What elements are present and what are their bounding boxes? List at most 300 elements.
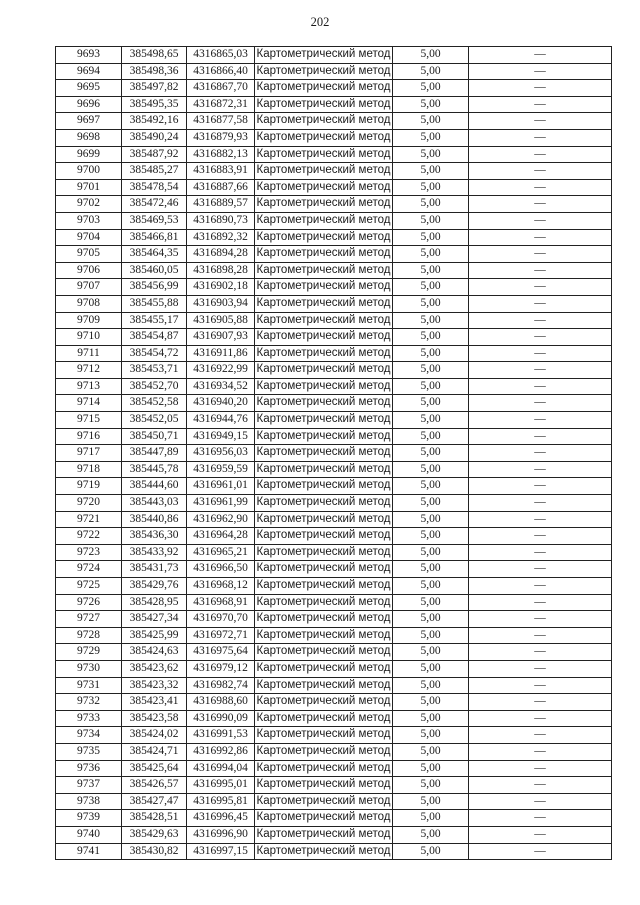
table-row <box>56 129 612 146</box>
x-coordinate-cell: 385498,65 <box>122 47 187 64</box>
y-coordinate-cell: 4316865,03 <box>187 47 255 64</box>
y-coordinate-cell: 4316970,70 <box>187 611 255 628</box>
x-coordinate-cell: 385490,24 <box>122 129 187 146</box>
x-coordinate-cell: 385469,53 <box>122 212 187 229</box>
accuracy-cell: 5,00 <box>393 212 469 229</box>
y-coordinate-cell: 4316996,90 <box>187 826 255 843</box>
table-row <box>56 362 612 379</box>
table-row <box>56 843 612 860</box>
description-cell: — <box>469 96 612 113</box>
description-cell: — <box>469 511 612 528</box>
accuracy-cell: 5,00 <box>393 594 469 611</box>
method-cell: Картометрический метод <box>255 677 393 694</box>
accuracy-cell: 5,00 <box>393 378 469 395</box>
x-coordinate-cell: 385433,92 <box>122 544 187 561</box>
point-number-cell: 9709 <box>56 312 122 329</box>
y-coordinate-cell: 4316961,01 <box>187 478 255 495</box>
x-coordinate-cell: 385498,36 <box>122 63 187 80</box>
method-cell: Картометрический метод <box>255 461 393 478</box>
description-cell: — <box>469 378 612 395</box>
x-coordinate-cell: 385456,99 <box>122 279 187 296</box>
point-number-cell: 9716 <box>56 428 122 445</box>
table-row <box>56 96 612 113</box>
table-row <box>56 694 612 711</box>
table-row <box>56 412 612 429</box>
x-coordinate-cell: 385445,78 <box>122 461 187 478</box>
accuracy-cell: 5,00 <box>393 262 469 279</box>
x-coordinate-cell: 385487,92 <box>122 146 187 163</box>
x-coordinate-cell: 385460,05 <box>122 262 187 279</box>
table-row <box>56 544 612 561</box>
x-coordinate-cell: 385444,60 <box>122 478 187 495</box>
x-coordinate-cell: 385495,35 <box>122 96 187 113</box>
point-number-cell: 9714 <box>56 395 122 412</box>
description-cell: — <box>469 495 612 512</box>
x-coordinate-cell: 385453,71 <box>122 362 187 379</box>
y-coordinate-cell: 4316996,45 <box>187 810 255 827</box>
method-cell: Картометрический метод <box>255 777 393 794</box>
x-coordinate-cell: 385423,41 <box>122 694 187 711</box>
y-coordinate-cell: 4316982,74 <box>187 677 255 694</box>
y-coordinate-cell: 4316968,12 <box>187 578 255 595</box>
description-cell: — <box>469 760 612 777</box>
y-coordinate-cell: 4316995,01 <box>187 777 255 794</box>
table-row <box>56 179 612 196</box>
table-row <box>56 345 612 362</box>
accuracy-cell: 5,00 <box>393 129 469 146</box>
description-cell: — <box>469 644 612 661</box>
point-number-cell: 9727 <box>56 611 122 628</box>
accuracy-cell: 5,00 <box>393 743 469 760</box>
x-coordinate-cell: 385464,35 <box>122 246 187 263</box>
description-cell: — <box>469 677 612 694</box>
table-row <box>56 677 612 694</box>
x-coordinate-cell: 385455,17 <box>122 312 187 329</box>
coordinates-table <box>55 46 612 860</box>
table-row <box>56 594 612 611</box>
y-coordinate-cell: 4316882,13 <box>187 146 255 163</box>
method-cell: Картометрический метод <box>255 196 393 213</box>
y-coordinate-cell: 4316966,50 <box>187 561 255 578</box>
table-row <box>56 113 612 130</box>
description-cell: — <box>469 660 612 677</box>
y-coordinate-cell: 4316964,28 <box>187 528 255 545</box>
table-row <box>56 760 612 777</box>
table-row <box>56 777 612 794</box>
y-coordinate-cell: 4316903,94 <box>187 295 255 312</box>
point-number-cell: 9733 <box>56 710 122 727</box>
y-coordinate-cell: 4316990,09 <box>187 710 255 727</box>
table-row <box>56 710 612 727</box>
y-coordinate-cell: 4316997,15 <box>187 843 255 860</box>
description-cell: — <box>469 694 612 711</box>
point-number-cell: 9717 <box>56 445 122 462</box>
point-number-cell: 9721 <box>56 511 122 528</box>
y-coordinate-cell: 4316905,88 <box>187 312 255 329</box>
accuracy-cell: 5,00 <box>393 578 469 595</box>
method-cell: Картометрический метод <box>255 561 393 578</box>
accuracy-cell: 5,00 <box>393 544 469 561</box>
method-cell: Картометрический метод <box>255 329 393 346</box>
description-cell: — <box>469 345 612 362</box>
description-cell: — <box>469 163 612 180</box>
y-coordinate-cell: 4316902,18 <box>187 279 255 296</box>
point-number-cell: 9738 <box>56 793 122 810</box>
description-cell: — <box>469 578 612 595</box>
y-coordinate-cell: 4316872,31 <box>187 96 255 113</box>
table-row <box>56 47 612 64</box>
accuracy-cell: 5,00 <box>393 810 469 827</box>
method-cell: Картометрический метод <box>255 495 393 512</box>
method-cell: Картометрический метод <box>255 362 393 379</box>
point-number-cell: 9707 <box>56 279 122 296</box>
point-number-cell: 9704 <box>56 229 122 246</box>
description-cell: — <box>469 395 612 412</box>
description-cell: — <box>469 63 612 80</box>
accuracy-cell: 5,00 <box>393 445 469 462</box>
description-cell: — <box>469 743 612 760</box>
x-coordinate-cell: 385431,73 <box>122 561 187 578</box>
table-row <box>56 478 612 495</box>
y-coordinate-cell: 4316887,66 <box>187 179 255 196</box>
x-coordinate-cell: 385424,63 <box>122 644 187 661</box>
accuracy-cell: 5,00 <box>393 395 469 412</box>
method-cell: Картометрический метод <box>255 378 393 395</box>
x-coordinate-cell: 385425,64 <box>122 760 187 777</box>
accuracy-cell: 5,00 <box>393 461 469 478</box>
y-coordinate-cell: 4316934,52 <box>187 378 255 395</box>
table-row <box>56 212 612 229</box>
description-cell: — <box>469 47 612 64</box>
point-number-cell: 9736 <box>56 760 122 777</box>
point-number-cell: 9693 <box>56 47 122 64</box>
x-coordinate-cell: 385466,81 <box>122 229 187 246</box>
point-number-cell: 9705 <box>56 246 122 263</box>
accuracy-cell: 5,00 <box>393 777 469 794</box>
y-coordinate-cell: 4316922,99 <box>187 362 255 379</box>
y-coordinate-cell: 4316972,71 <box>187 627 255 644</box>
description-cell: — <box>469 196 612 213</box>
method-cell: Картометрический метод <box>255 80 393 97</box>
description-cell: — <box>469 594 612 611</box>
x-coordinate-cell: 385492,16 <box>122 113 187 130</box>
point-number-cell: 9695 <box>56 80 122 97</box>
description-cell: — <box>469 627 612 644</box>
accuracy-cell: 5,00 <box>393 362 469 379</box>
table-row <box>56 196 612 213</box>
table-row <box>56 810 612 827</box>
method-cell: Картометрический метод <box>255 644 393 661</box>
point-number-cell: 9724 <box>56 561 122 578</box>
y-coordinate-cell: 4316959,59 <box>187 461 255 478</box>
point-number-cell: 9739 <box>56 810 122 827</box>
accuracy-cell: 5,00 <box>393 246 469 263</box>
y-coordinate-cell: 4316879,93 <box>187 129 255 146</box>
y-coordinate-cell: 4316992,86 <box>187 743 255 760</box>
point-number-cell: 9696 <box>56 96 122 113</box>
y-coordinate-cell: 4316892,32 <box>187 229 255 246</box>
y-coordinate-cell: 4316949,15 <box>187 428 255 445</box>
table-row <box>56 329 612 346</box>
accuracy-cell: 5,00 <box>393 660 469 677</box>
table-row <box>56 428 612 445</box>
method-cell: Картометрический метод <box>255 793 393 810</box>
accuracy-cell: 5,00 <box>393 80 469 97</box>
point-number-cell: 9728 <box>56 627 122 644</box>
y-coordinate-cell: 4316962,90 <box>187 511 255 528</box>
description-cell: — <box>469 412 612 429</box>
method-cell: Картометрический метод <box>255 179 393 196</box>
description-cell: — <box>469 777 612 794</box>
accuracy-cell: 5,00 <box>393 96 469 113</box>
description-cell: — <box>469 727 612 744</box>
table-row <box>56 727 612 744</box>
x-coordinate-cell: 385454,72 <box>122 345 187 362</box>
x-coordinate-cell: 385443,03 <box>122 495 187 512</box>
point-number-cell: 9699 <box>56 146 122 163</box>
x-coordinate-cell: 385454,87 <box>122 329 187 346</box>
table-row <box>56 743 612 760</box>
method-cell: Картометрический метод <box>255 246 393 263</box>
method-cell: Картометрический метод <box>255 345 393 362</box>
y-coordinate-cell: 4316988,60 <box>187 694 255 711</box>
accuracy-cell: 5,00 <box>393 561 469 578</box>
table-row <box>56 461 612 478</box>
x-coordinate-cell: 385425,99 <box>122 627 187 644</box>
x-coordinate-cell: 385423,32 <box>122 677 187 694</box>
y-coordinate-cell: 4316898,28 <box>187 262 255 279</box>
y-coordinate-cell: 4316975,64 <box>187 644 255 661</box>
table-row <box>56 312 612 329</box>
x-coordinate-cell: 385424,02 <box>122 727 187 744</box>
accuracy-cell: 5,00 <box>393 511 469 528</box>
point-number-cell: 9713 <box>56 378 122 395</box>
method-cell: Картометрический метод <box>255 163 393 180</box>
method-cell: Картометрический метод <box>255 743 393 760</box>
x-coordinate-cell: 385497,82 <box>122 80 187 97</box>
method-cell: Картометрический метод <box>255 544 393 561</box>
y-coordinate-cell: 4316994,04 <box>187 760 255 777</box>
table-row <box>56 80 612 97</box>
description-cell: — <box>469 611 612 628</box>
point-number-cell: 9729 <box>56 644 122 661</box>
description-cell: — <box>469 262 612 279</box>
method-cell: Картометрический метод <box>255 312 393 329</box>
x-coordinate-cell: 385452,58 <box>122 395 187 412</box>
method-cell: Картометрический метод <box>255 428 393 445</box>
point-number-cell: 9711 <box>56 345 122 362</box>
method-cell: Картометрический метод <box>255 627 393 644</box>
table-row <box>56 660 612 677</box>
x-coordinate-cell: 385455,88 <box>122 295 187 312</box>
description-cell: — <box>469 329 612 346</box>
y-coordinate-cell: 4316894,28 <box>187 246 255 263</box>
description-cell: — <box>469 826 612 843</box>
table-row <box>56 279 612 296</box>
point-number-cell: 9734 <box>56 727 122 744</box>
y-coordinate-cell: 4316911,86 <box>187 345 255 362</box>
description-cell: — <box>469 528 612 545</box>
y-coordinate-cell: 4316968,91 <box>187 594 255 611</box>
table-row <box>56 445 612 462</box>
description-cell: — <box>469 129 612 146</box>
y-coordinate-cell: 4316890,73 <box>187 212 255 229</box>
y-coordinate-cell: 4316907,93 <box>187 329 255 346</box>
point-number-cell: 9710 <box>56 329 122 346</box>
method-cell: Картометрический метод <box>255 710 393 727</box>
accuracy-cell: 5,00 <box>393 196 469 213</box>
description-cell: — <box>469 710 612 727</box>
method-cell: Картометрический метод <box>255 511 393 528</box>
accuracy-cell: 5,00 <box>393 329 469 346</box>
y-coordinate-cell: 4316944,76 <box>187 412 255 429</box>
description-cell: — <box>469 179 612 196</box>
x-coordinate-cell: 385436,30 <box>122 528 187 545</box>
point-number-cell: 9735 <box>56 743 122 760</box>
accuracy-cell: 5,00 <box>393 528 469 545</box>
description-cell: — <box>469 843 612 860</box>
point-number-cell: 9694 <box>56 63 122 80</box>
x-coordinate-cell: 385426,57 <box>122 777 187 794</box>
method-cell: Картометрический метод <box>255 445 393 462</box>
point-number-cell: 9698 <box>56 129 122 146</box>
y-coordinate-cell: 4316889,57 <box>187 196 255 213</box>
point-number-cell: 9708 <box>56 295 122 312</box>
y-coordinate-cell: 4316979,12 <box>187 660 255 677</box>
x-coordinate-cell: 385429,63 <box>122 826 187 843</box>
description-cell: — <box>469 113 612 130</box>
method-cell: Картометрический метод <box>255 660 393 677</box>
point-number-cell: 9702 <box>56 196 122 213</box>
description-cell: — <box>469 295 612 312</box>
x-coordinate-cell: 385452,05 <box>122 412 187 429</box>
point-number-cell: 9700 <box>56 163 122 180</box>
method-cell: Картометрический метод <box>255 810 393 827</box>
table-row <box>56 229 612 246</box>
table-row <box>56 511 612 528</box>
x-coordinate-cell: 385452,70 <box>122 378 187 395</box>
accuracy-cell: 5,00 <box>393 63 469 80</box>
accuracy-cell: 5,00 <box>393 412 469 429</box>
method-cell: Картометрический метод <box>255 395 393 412</box>
accuracy-cell: 5,00 <box>393 146 469 163</box>
x-coordinate-cell: 385423,58 <box>122 710 187 727</box>
table-row <box>56 627 612 644</box>
accuracy-cell: 5,00 <box>393 345 469 362</box>
y-coordinate-cell: 4316940,20 <box>187 395 255 412</box>
point-number-cell: 9726 <box>56 594 122 611</box>
table-row <box>56 826 612 843</box>
table-row <box>56 146 612 163</box>
point-number-cell: 9720 <box>56 495 122 512</box>
method-cell: Картометрический метод <box>255 212 393 229</box>
method-cell: Картометрический метод <box>255 129 393 146</box>
x-coordinate-cell: 385427,34 <box>122 611 187 628</box>
point-number-cell: 9703 <box>56 212 122 229</box>
point-number-cell: 9706 <box>56 262 122 279</box>
description-cell: — <box>469 561 612 578</box>
accuracy-cell: 5,00 <box>393 428 469 445</box>
x-coordinate-cell: 385478,54 <box>122 179 187 196</box>
accuracy-cell: 5,00 <box>393 843 469 860</box>
table-row <box>56 262 612 279</box>
y-coordinate-cell: 4316866,40 <box>187 63 255 80</box>
description-cell: — <box>469 146 612 163</box>
table-row <box>56 63 612 80</box>
method-cell: Картометрический метод <box>255 229 393 246</box>
table-row <box>56 378 612 395</box>
method-cell: Картометрический метод <box>255 611 393 628</box>
point-number-cell: 9722 <box>56 528 122 545</box>
x-coordinate-cell: 385427,47 <box>122 793 187 810</box>
table-row <box>56 578 612 595</box>
y-coordinate-cell: 4316867,70 <box>187 80 255 97</box>
table-row <box>56 246 612 263</box>
description-cell: — <box>469 428 612 445</box>
method-cell: Картометрический метод <box>255 63 393 80</box>
method-cell: Картометрический метод <box>255 760 393 777</box>
description-cell: — <box>469 279 612 296</box>
table-row <box>56 561 612 578</box>
table-row <box>56 528 612 545</box>
table-row <box>56 495 612 512</box>
method-cell: Картометрический метод <box>255 843 393 860</box>
table-row <box>56 163 612 180</box>
point-number-cell: 9737 <box>56 777 122 794</box>
method-cell: Картометрический метод <box>255 295 393 312</box>
accuracy-cell: 5,00 <box>393 826 469 843</box>
x-coordinate-cell: 385472,46 <box>122 196 187 213</box>
accuracy-cell: 5,00 <box>393 727 469 744</box>
method-cell: Картометрический метод <box>255 594 393 611</box>
y-coordinate-cell: 4316883,91 <box>187 163 255 180</box>
description-cell: — <box>469 312 612 329</box>
table-row <box>56 793 612 810</box>
point-number-cell: 9732 <box>56 694 122 711</box>
accuracy-cell: 5,00 <box>393 47 469 64</box>
point-number-cell: 9730 <box>56 660 122 677</box>
accuracy-cell: 5,00 <box>393 312 469 329</box>
point-number-cell: 9723 <box>56 544 122 561</box>
description-cell: — <box>469 478 612 495</box>
method-cell: Картометрический метод <box>255 279 393 296</box>
method-cell: Картометрический метод <box>255 478 393 495</box>
point-number-cell: 9718 <box>56 461 122 478</box>
page-number: 202 <box>310 15 330 29</box>
description-cell: — <box>469 544 612 561</box>
accuracy-cell: 5,00 <box>393 677 469 694</box>
table-row <box>56 295 612 312</box>
description-cell: — <box>469 793 612 810</box>
method-cell: Картометрический метод <box>255 694 393 711</box>
accuracy-cell: 5,00 <box>393 478 469 495</box>
accuracy-cell: 5,00 <box>393 760 469 777</box>
accuracy-cell: 5,00 <box>393 644 469 661</box>
method-cell: Картометрический метод <box>255 146 393 163</box>
accuracy-cell: 5,00 <box>393 163 469 180</box>
description-cell: — <box>469 810 612 827</box>
point-number-cell: 9701 <box>56 179 122 196</box>
x-coordinate-cell: 385440,86 <box>122 511 187 528</box>
x-coordinate-cell: 385429,76 <box>122 578 187 595</box>
y-coordinate-cell: 4316956,03 <box>187 445 255 462</box>
point-number-cell: 9697 <box>56 113 122 130</box>
x-coordinate-cell: 385428,51 <box>122 810 187 827</box>
method-cell: Картометрический метод <box>255 727 393 744</box>
description-cell: — <box>469 229 612 246</box>
point-number-cell: 9741 <box>56 843 122 860</box>
point-number-cell: 9719 <box>56 478 122 495</box>
